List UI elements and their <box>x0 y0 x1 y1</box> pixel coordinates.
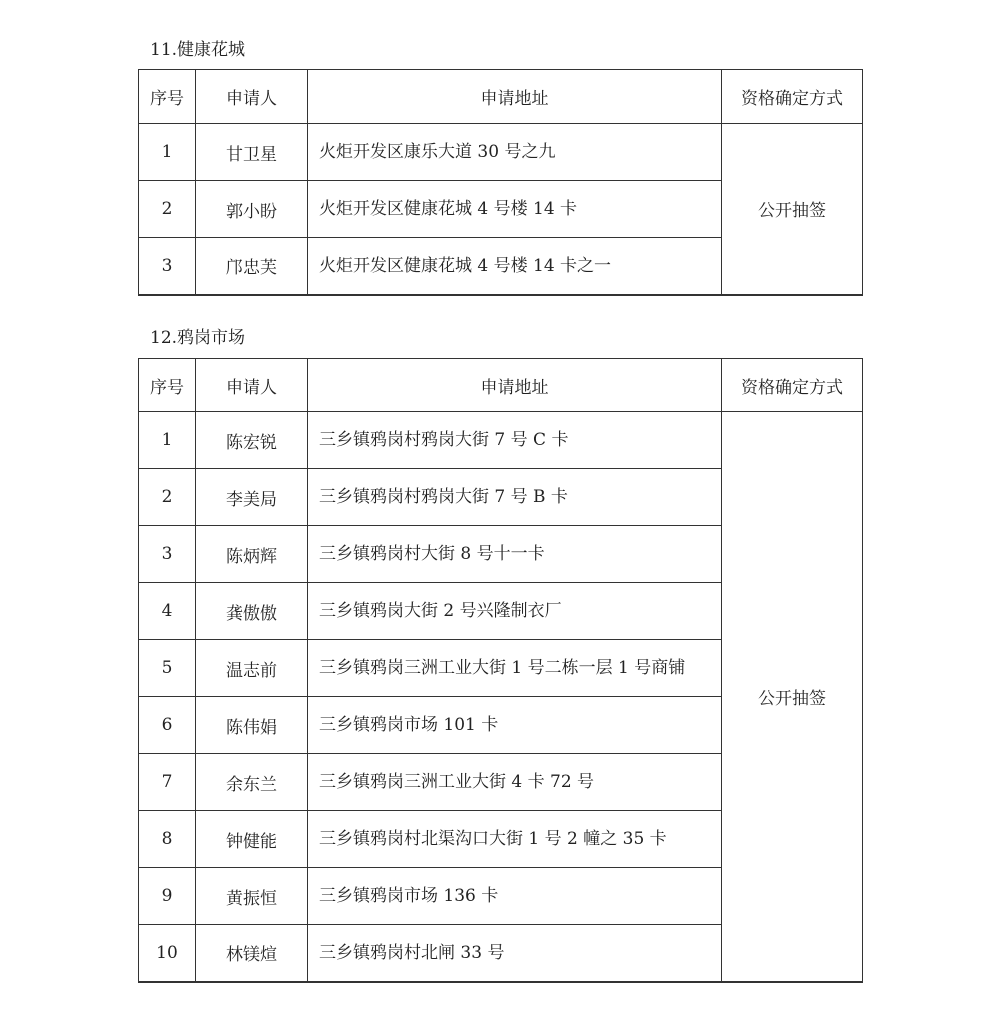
row-number: 3 <box>139 526 196 583</box>
qualification-method: 公开抽签 <box>722 412 863 982</box>
row-number: 5 <box>139 640 196 697</box>
row-applicant: 龚傲傲 <box>196 583 308 640</box>
row-number: 1 <box>139 412 196 469</box>
header-applicant: 申请人 <box>196 359 308 412</box>
row-number: 4 <box>139 583 196 640</box>
section-title: 11.健康花城 <box>150 40 246 60</box>
applicant-table <box>138 358 863 983</box>
row-address: 三乡镇鸦岗大街 2 号兴隆制衣厂 <box>308 583 722 640</box>
row-applicant: 李美局 <box>196 469 308 526</box>
row-applicant: 郭小盼 <box>196 181 308 238</box>
row-address: 三乡镇鸦岗村大街 8 号十一卡 <box>308 526 722 583</box>
qualification-method: 公开抽签 <box>722 124 863 295</box>
row-address: 三乡镇鸦岗市场 101 卡 <box>308 697 722 754</box>
header-method: 资格确定方式 <box>722 70 863 124</box>
row-number: 1 <box>139 124 196 181</box>
header-address: 申请地址 <box>308 70 722 124</box>
header-number: 序号 <box>139 70 196 124</box>
table-header-row <box>139 359 863 412</box>
row-address: 三乡镇鸦岗市场 136 卡 <box>308 868 722 925</box>
section-title: 12.鸦岗市场 <box>150 328 246 348</box>
row-address: 三乡镇鸦岗村鸦岗大街 7 号 B 卡 <box>308 469 722 526</box>
table-row <box>139 124 863 181</box>
row-number: 6 <box>139 697 196 754</box>
row-number: 10 <box>139 925 196 982</box>
row-address: 三乡镇鸦岗村北渠沟口大街 1 号 2 幢之 35 卡 <box>308 811 722 868</box>
row-applicant: 甘卫星 <box>196 124 308 181</box>
header-number: 序号 <box>139 359 196 412</box>
row-number: 7 <box>139 754 196 811</box>
row-address: 三乡镇鸦岗三洲工业大街 1 号二栋一层 1 号商铺 <box>308 640 722 697</box>
row-address: 火炬开发区健康花城 4 号楼 14 卡 <box>308 181 722 238</box>
row-address: 三乡镇鸦岗三洲工业大街 4 卡 72 号 <box>308 754 722 811</box>
row-address: 三乡镇鸦岗村鸦岗大街 7 号 C 卡 <box>308 412 722 469</box>
row-applicant: 陈炳辉 <box>196 526 308 583</box>
row-applicant: 林镁煊 <box>196 925 308 982</box>
row-applicant: 陈伟娟 <box>196 697 308 754</box>
row-number: 2 <box>139 469 196 526</box>
row-address: 火炬开发区健康花城 4 号楼 14 卡之一 <box>308 238 722 295</box>
row-number: 3 <box>139 238 196 295</box>
row-applicant: 黄振恒 <box>196 868 308 925</box>
row-address: 三乡镇鸦岗村北闸 33 号 <box>308 925 722 982</box>
row-applicant: 邝忠芙 <box>196 238 308 295</box>
row-applicant: 余东兰 <box>196 754 308 811</box>
table-row <box>139 412 863 469</box>
row-number: 2 <box>139 181 196 238</box>
header-address: 申请地址 <box>308 359 722 412</box>
header-applicant: 申请人 <box>196 70 308 124</box>
row-address: 火炬开发区康乐大道 30 号之九 <box>308 124 722 181</box>
header-method: 资格确定方式 <box>722 359 863 412</box>
row-number: 9 <box>139 868 196 925</box>
applicant-table <box>138 69 863 296</box>
table-header-row <box>139 70 863 124</box>
row-applicant: 钟健能 <box>196 811 308 868</box>
row-applicant: 温志前 <box>196 640 308 697</box>
row-applicant: 陈宏锐 <box>196 412 308 469</box>
row-number: 8 <box>139 811 196 868</box>
